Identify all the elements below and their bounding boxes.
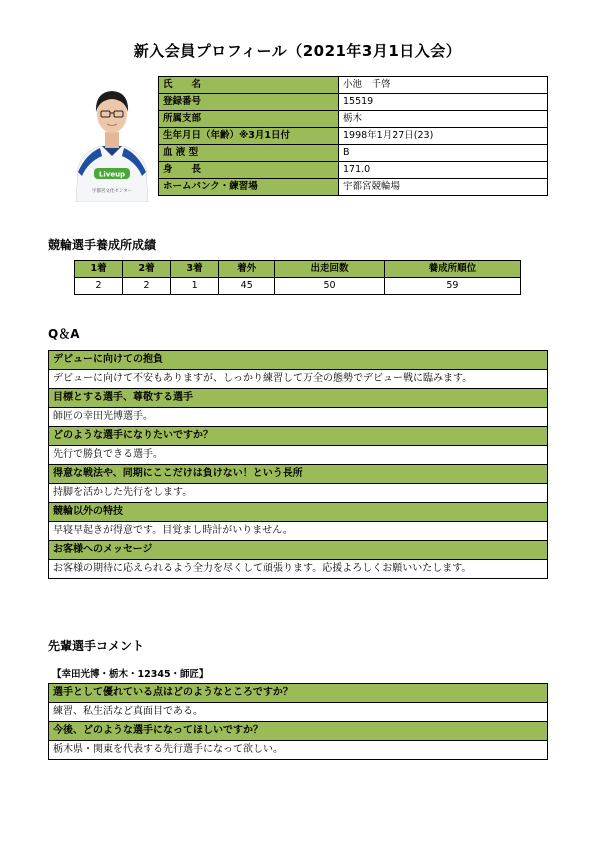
profile-label: 生年月日（年齢）※3月1日付 bbox=[159, 128, 339, 145]
profile-label: 血 液 型 bbox=[159, 145, 339, 162]
profile-label: 登録番号 bbox=[159, 94, 339, 111]
profile-value: 1998年1月27日(23) bbox=[339, 128, 548, 145]
school-results-header: 養成所順位 bbox=[384, 261, 520, 278]
qa-question: デビューに向けての抱負 bbox=[49, 351, 548, 370]
school-section-title: 競輪選手養成所成績 bbox=[48, 238, 157, 252]
senpai-answer: 練習、私生活など真面目である。 bbox=[49, 703, 548, 722]
profile-row-height bbox=[159, 162, 548, 179]
senpai-question: 選手として優れている点はどのようなところですか？ bbox=[49, 684, 548, 703]
school-results-header: 3着 bbox=[171, 261, 219, 278]
qa-question: お客様へのメッセージ bbox=[49, 541, 548, 560]
school-results-header: 着外 bbox=[219, 261, 275, 278]
profile-label: 所属支部 bbox=[159, 111, 339, 128]
senpai-question: 今後、どのような選手になってほしいですか？ bbox=[49, 722, 548, 741]
profile-value: B bbox=[339, 145, 548, 162]
page-title: 新入会員プロフィール（2021年3月1日入会） bbox=[133, 42, 462, 60]
school-results-value: 2 bbox=[123, 278, 171, 295]
qa-question: どのような選手になりたいですか？ bbox=[49, 427, 548, 446]
profile-label: ホームバンク・練習場 bbox=[159, 179, 339, 196]
profile-value: 15519 bbox=[339, 94, 548, 111]
profile-row-name bbox=[159, 77, 548, 94]
profile-row-birthdate bbox=[159, 128, 548, 145]
school-results-header: 2着 bbox=[123, 261, 171, 278]
qa-table bbox=[48, 350, 548, 579]
qa-answer: デビューに向けて不安もありますが、しっかり練習して万全の態勢でデビュー戦に臨みます。 bbox=[49, 370, 548, 389]
profile-value: 栃木 bbox=[339, 111, 548, 128]
senpai-answer: 栃木県・関東を代表する先行選手になって欲しい。 bbox=[49, 741, 548, 760]
senpai-table bbox=[48, 683, 548, 760]
profile-value: 171.0 bbox=[339, 162, 548, 179]
senpai-section-title: 先輩選手コメント bbox=[48, 639, 145, 653]
school-results-value: 59 bbox=[384, 278, 520, 295]
profile-row-branch bbox=[159, 111, 548, 128]
profile-table bbox=[158, 76, 548, 196]
profile-row-bloodtype bbox=[159, 145, 548, 162]
qa-answer: 先行で勝負できる選手。 bbox=[49, 446, 548, 465]
qa-answer: 早寝早起きが得意です。目覚まし時計がいりません。 bbox=[49, 522, 548, 541]
qa-answer: 持脚を活かした先行をします。 bbox=[49, 484, 548, 503]
profile-row-registration bbox=[159, 94, 548, 111]
school-results-header: 1着 bbox=[75, 261, 123, 278]
profile-photo bbox=[72, 76, 152, 202]
qa-answer: お客様の期待に応えられるよう全力を尽くして頑張ります。応援よろしくお願いいたします。 bbox=[49, 560, 548, 579]
school-results-value: 2 bbox=[75, 278, 123, 295]
school-results-value: 45 bbox=[219, 278, 275, 295]
profile-label: 身 長 bbox=[159, 162, 339, 179]
profile-row-homebank bbox=[159, 179, 548, 196]
qa-answer: 師匠の幸田光博選手。 bbox=[49, 408, 548, 427]
profile-label: 氏 名 bbox=[159, 77, 339, 94]
school-results-value: 1 bbox=[171, 278, 219, 295]
school-results-header: 出走回数 bbox=[275, 261, 384, 278]
senpai-header: 【幸田光博・栃木・12345・師匠】 bbox=[52, 669, 209, 680]
profile-value: 小池 千啓 bbox=[339, 77, 548, 94]
qa-question: 目標とする選手、尊敬する選手 bbox=[49, 389, 548, 408]
svg-text:Liveup: Liveup bbox=[98, 170, 126, 179]
svg-text:宇都宮文化センター: 宇都宮文化センター bbox=[91, 189, 133, 194]
qa-question: 競輪以外の特技 bbox=[49, 503, 548, 522]
profile-value: 宇都宮競輪場 bbox=[339, 179, 548, 196]
school-results-table bbox=[74, 260, 521, 295]
school-results-value: 50 bbox=[275, 278, 384, 295]
qa-section-title: Q＆A bbox=[48, 327, 80, 341]
qa-question: 得意な戦法や、同期にここだけは負けない！という長所 bbox=[49, 465, 548, 484]
